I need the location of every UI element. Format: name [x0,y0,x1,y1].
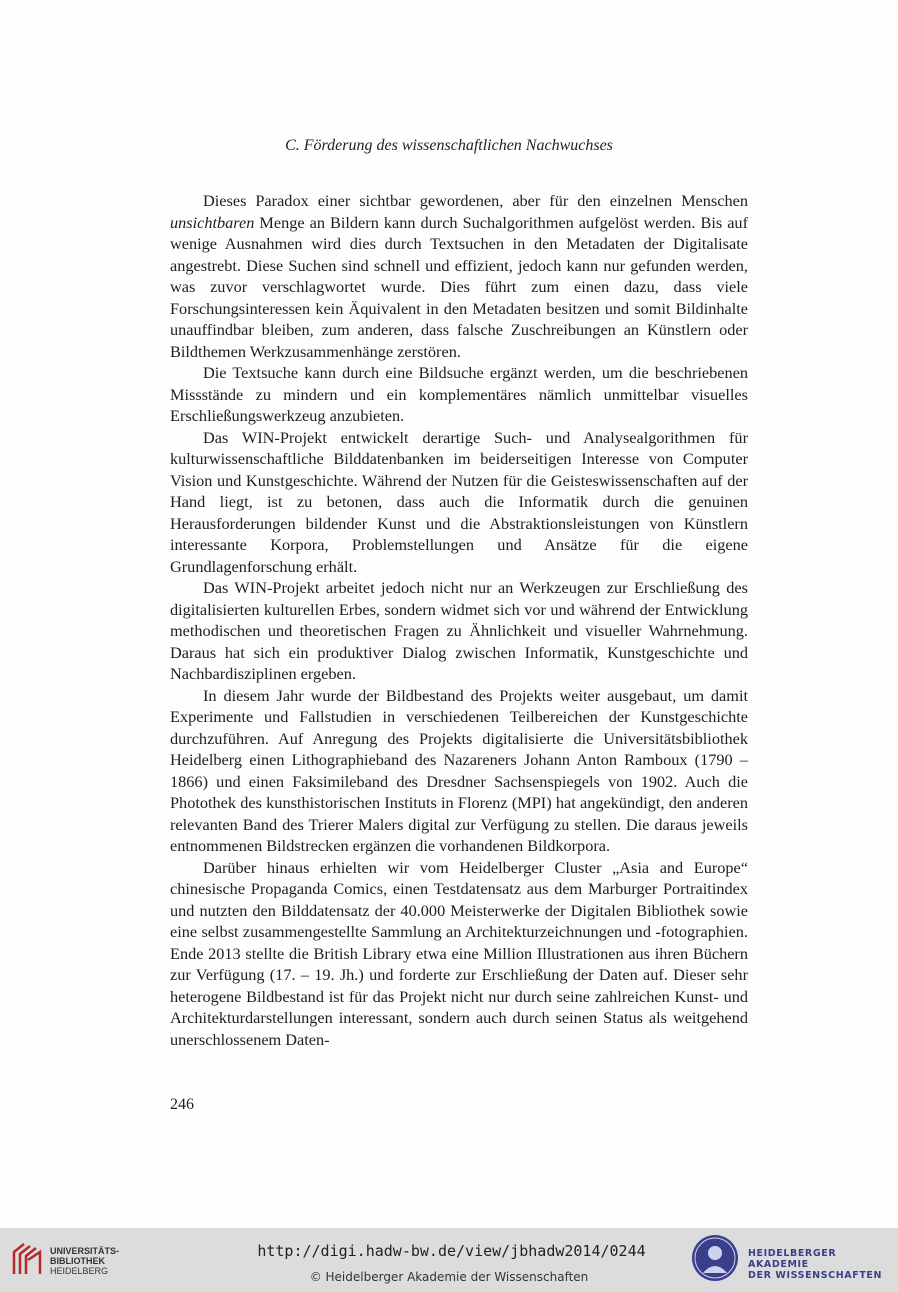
hadw-logo-line-2: DER WISSENSCHAFTEN [748,1270,883,1281]
hadw-seal-icon [692,1235,738,1281]
hadw-logo-text [748,1248,892,1281]
paragraph-3: Das WIN-Projekt entwickelt derartige Such- und Analysealgorithmen für kulturwissenschaftliche Bilddatenbanken im beiderseitigen Interesse von Computer Vision und Kunstgeschichte. Während der Nutzen für die Geisteswissenschaften auf der Hand liegt, ist zu betonen, dass auch die Informatik durch die genuinen Herausforderungen bildender Kunst und die Abstraktionsleistungen von Künstlern interessante Korpora, Problemstellungen und Ansätze für die eigene Grundlagenforschung erhält. [170,427,748,576]
paragraph-6: Darüber hinaus erhielten wir vom Heidelberger Cluster „Asia and Europe“ chinesische Propaganda Comics, einen Testdatensatz aus dem Marburger Portraitindex und nutzten den Bilddatensatz der 40.000 Meisterwerke der Digitalen Bibliothek sowie eine selbst zusammengestellte Sammlung an Architekturzeichnungen und -fotographien. Ende 2013 stellte die British Library etwa eine Million Illustrationen aus ihren Büchern zur Verfügung (17. – 19. Jh.) und forderte zur Erschließung der Daten auf. Dieser sehr heterogene Bildbestand ist für das Projekt nicht nur durch seine zahlreichen Kunst- und Architekturdarstellungen interessant, sondern auch durch seinen Status als weitgehend unerschlossenem Daten- [170,857,748,1049]
hadw-logo[interactable] [692,1234,892,1286]
paragraph-4: Das WIN-Projekt arbeitet jedoch nicht nur an Werkzeugen zur Erschließung des digitalisierten kulturellen Erbes, sondern widmet sich vor und während der Entwicklung methodischen und theoretischen Fragen zu Ähnlichkeit und visueller Wahrnehmung. Daraus hat sich ein produktiver Dialog zwischen Informatik, Kunstgeschichte und Nachbardisziplinen ergeben. [170,578,748,683]
copyright-notice: © Heidelberger Akademie der Wissenschaften [309,1270,589,1284]
paragraph-1-rest: Menge an Bildern kann durch Suchalgorithmen aufgelöst werden. Bis auf wenige Ausnahmen wird dies durch Textsuchen in den Metadaten der Digitalisate angestrebt. Diese Suchen sind schnell und effizient, jedoch kann nur gefunden werden, was zuvor verschlagwortet wurde. Dies führt zum einen dazu, dass viele Forschungsinteressen kein Äquivalent in den Metadaten besitzen und somit Bildinhalte unauffindbar bleiben, zum anderen, dass falsche Zuschreibungen an Künstlern oder Bildthemen Werkzusammenhänge zerstören. [170,212,748,361]
paragraph-1-italic: unsichtbaren [170,212,255,232]
seal-portrait-icon [692,1235,738,1281]
paragraph-5: In diesem Jahr wurde der Bildbestand des Projekts weiter ausgebaut, um damit Experimente und Fallstudien in verschiedenen Teilbereichen der Kunstgeschichte durchzuführen. Auf Anregung des Projekts digitalisierte die Universitätsbibliothek Heidelberg einen Lithographieband des Nazareners Johann Anton Ramboux (1790 – 1866) und einen Faksimileband des Dresdner Sachsenspiegels von 1902. Auch die Photothek des kunsthistorischen Instituts in Florenz (MPI) hat angekündigt, den anderen relevanten Band des Trierer Malers digital zur Verfügung zu stellen. Die daraus jeweils entnommenen Bildstrecken ergänzen die vorhandenen Bildkorpora. [170,685,748,855]
hadw-logo-line-1: HEIDELBERGER AKADEMIE [748,1248,837,1270]
permalink-url[interactable]: http://digi.hadw-bw.de/view/jbhadw2014/0244 [257,1242,646,1260]
ub-logo-line-2: BIBLIOTHEK [50,1256,105,1266]
footer-bar [0,1228,898,1292]
running-head: C. Förderung des wissenschaftlichen Nachwuchses [285,137,613,154]
paragraph-1-lead: Dieses Paradox einer sichtbar gewordenen, aber für den einzelnen Menschen [203,191,748,210]
ub-logo-line-1: UNIVERSITÄTS- [50,1246,120,1256]
paragraph-2: Die Textsuche kann durch eine Bildsuche ergänzt werden, um die beschriebenen Missstände zu mindern und ein komplementäres nämlich unmittelbar visuelles Erschließungswerkzeug anzubieten. [170,363,748,425]
ub-logo-line-3: HEIDELBERG [50,1266,109,1276]
page-number: 246 [170,1096,194,1113]
paragraph-1 [170,190,748,362]
body-text [170,190,748,1050]
